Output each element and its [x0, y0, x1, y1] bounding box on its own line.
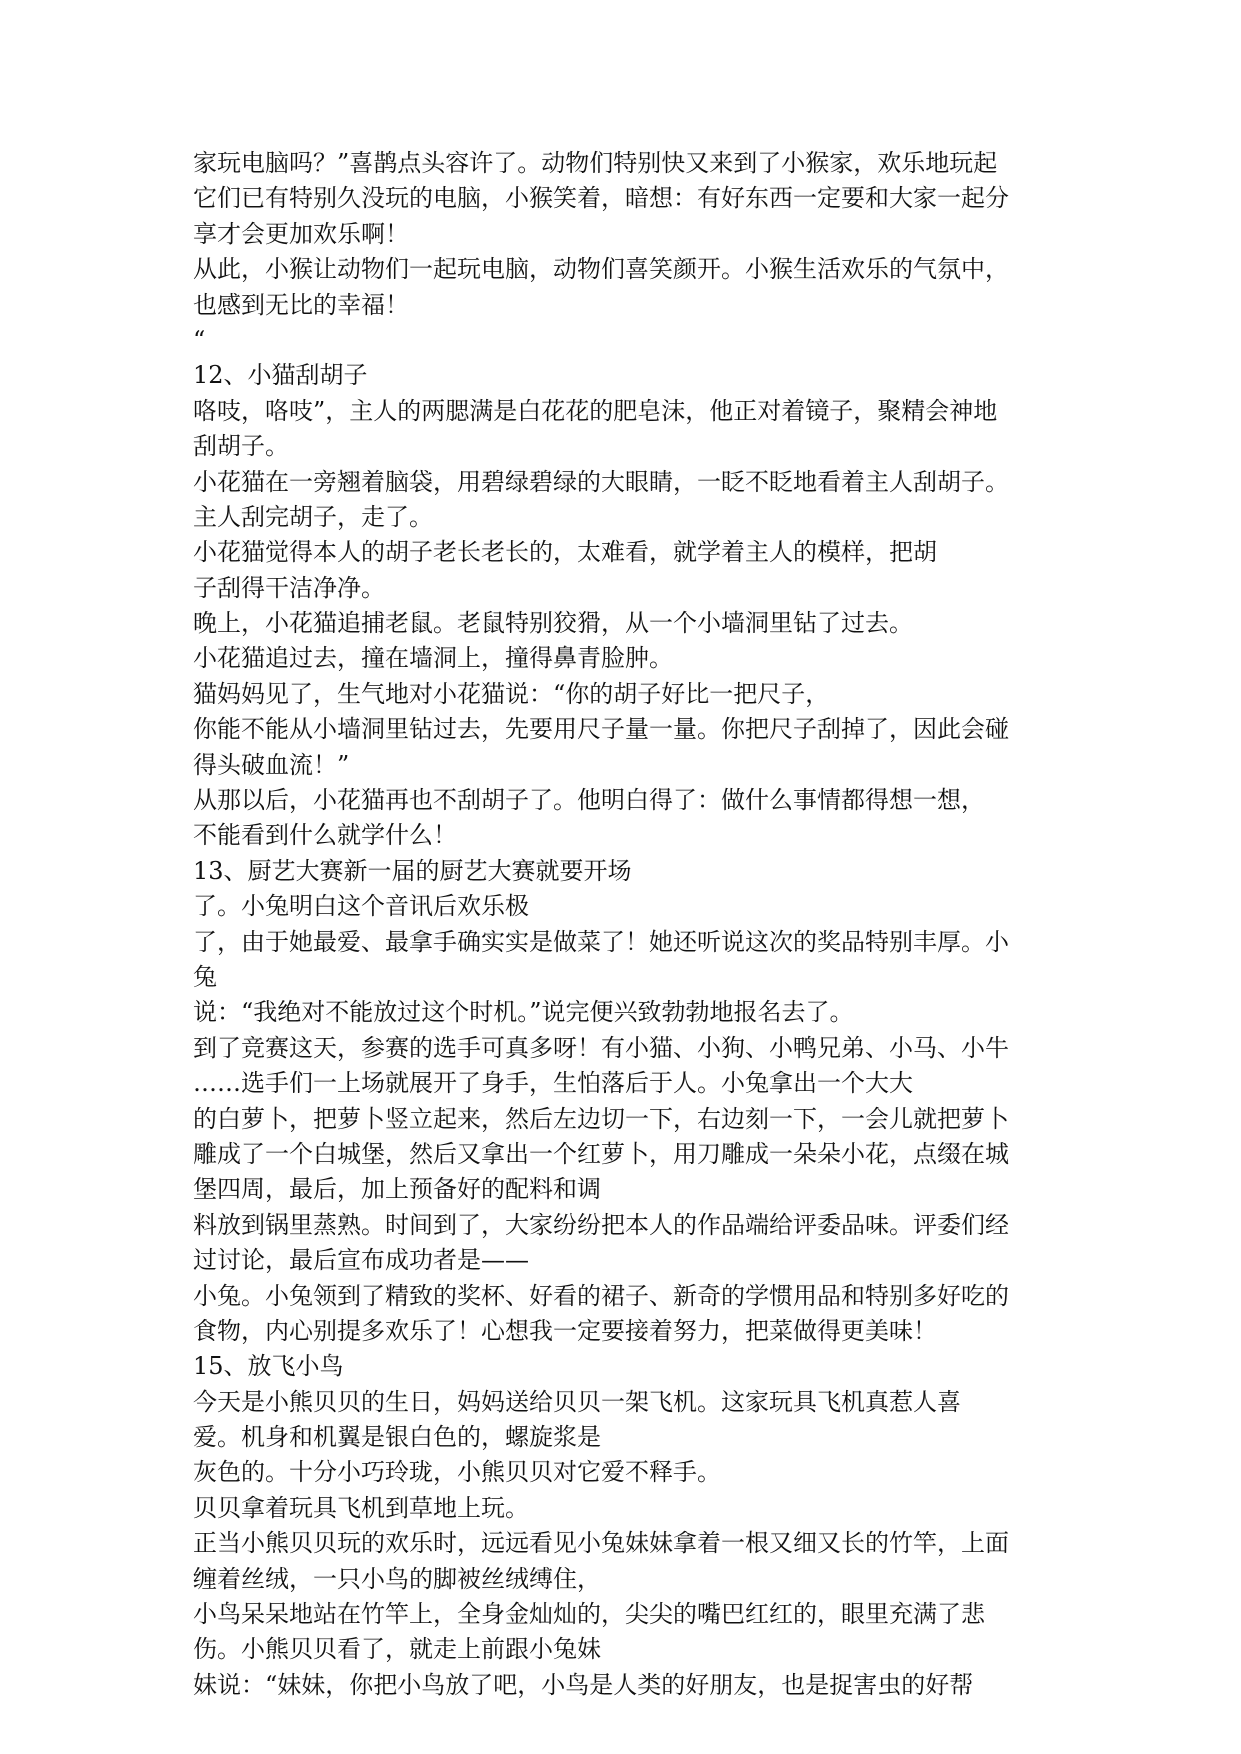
story-heading: 15、放飞小鸟 [193, 1352, 344, 1381]
text-line: 也感到无比的幸福！ [193, 290, 409, 319]
text-line: 缠着丝绒，一只小鸟的脚被丝绒缚住， [193, 1564, 601, 1593]
text-line: 猫妈妈见了，生气地对小花猫说：“你的胡子好比一把尺子， [193, 679, 830, 708]
text-line: 兔 [193, 962, 217, 991]
text-line: 它们已有特别久没玩的电脑，小猴笑着，暗想：有好东西一定要和大家一起分 [193, 184, 1009, 213]
text-line: 堡四周，最后，加上预备好的配料和调 [193, 1175, 601, 1204]
text-line: 小花猫在一旁翘着脑袋，用碧绿碧绿的大眼睛，一眨不眨地看着主人刮胡子。 [193, 467, 1009, 496]
story-heading: 13、厨艺大赛新一届的厨艺大赛就要开场 [193, 856, 632, 885]
text-line: 小花猫觉得本人的胡子老长老长的，太难看，就学着主人的模样，把胡 [193, 538, 937, 567]
text-line: 今天是小熊贝贝的生日，妈妈送给贝贝一架飞机。这家玩具飞机真惹人喜 [193, 1387, 961, 1416]
document-body [193, 146, 1073, 1703]
text-line: 雕成了一个白城堡，然后又拿出一个红萝卜，用刀雕成一朵朵小花，点缀在城 [193, 1139, 1009, 1168]
story-heading: 12、小猫刮胡子 [193, 361, 368, 390]
text-line: 小花猫追过去，撞在墙洞上，撞得鼻青脸肿。 [193, 644, 673, 673]
text-line: 晚上，小花猫追捕老鼠。老鼠特别狡猾，从一个小墙洞里钻了过去。 [193, 609, 913, 638]
text-line: 灰色的。十分小巧玲珑，小熊贝贝对它爱不释手。 [193, 1458, 721, 1487]
text-line: 爱。机身和机翼是银白色的，螺旋浆是 [193, 1423, 601, 1452]
text-line: 子刮得干洁净净。 [193, 573, 385, 602]
text-line: 贝贝拿着玩具飞机到草地上玩。 [193, 1493, 529, 1522]
text-line: 不能看到什么就学什么！ [193, 821, 457, 850]
text-line: 妹说：“妹妹，你把小鸟放了吧，小鸟是人类的好朋友，也是捉害虫的好帮 [193, 1670, 974, 1699]
text-line: 从此，小猴让动物们一起玩电脑，动物们喜笑颜开。小猴生活欢乐的气氛中， [193, 255, 1009, 284]
text-line: 正当小熊贝贝玩的欢乐时，远远看见小兔妹妹拿着一根又细又长的竹竿，上面 [193, 1529, 1009, 1558]
text-line: 家玩电脑吗？”喜鹊点头容许了。动物们特别快又来到了小猴家，欢乐地玩起 [193, 149, 998, 177]
text-line: 小鸟呆呆地站在竹竿上，全身金灿灿的，尖尖的嘴巴红红的，眼里充满了悲 [193, 1600, 985, 1629]
text-line: 从那以后，小花猫再也不刮胡子了。他明白得了：做什么事情都得想一想， [193, 786, 985, 815]
text-line: 刮胡子。 [193, 432, 289, 461]
text-line: 享才会更加欢乐啊！ [193, 219, 409, 248]
text-line: 小兔。小兔领到了精致的奖杯、好看的裙子、新奇的学惯用品和特别多好吃的 [193, 1281, 1009, 1310]
text-line: 食物，内心别提多欢乐了！心想我一定要接着努力，把菜做得更美味！ [193, 1316, 937, 1345]
text-line: 了，由于她最爱、最拿手确实实是做菜了！她还听说这次的奖品特别丰厚。小 [193, 927, 1009, 956]
text-line: 你能不能从小墙洞里钻过去，先要用尺子量一量。你把尺子刮掉了，因此会碰 [193, 715, 1009, 744]
text-line: ……选手们一上场就展开了身手，生怕落后于人。小兔拿出一个大大 [193, 1069, 913, 1098]
text-line: 了。小兔明白这个音讯后欢乐极 [193, 892, 529, 921]
text-line: 的白萝卜，把萝卜竖立起来，然后左边切一下，右边刻一下，一会儿就把萝卜 [193, 1104, 1009, 1133]
text-line: 到了竞赛这天，参赛的选手可真多呀！有小猫、小狗、小鸭兄弟、小马、小牛 [193, 1033, 1009, 1062]
text-line: “ [193, 325, 206, 354]
text-line: 说：“我绝对不能放过这个时机。”说完便兴致勃勃地报名去了。 [193, 998, 854, 1027]
text-line: 咯吱，咯吱”，主人的两腮满是白花花的肥皂沫，他正对着镜子，聚精会神地 [193, 396, 998, 425]
text-line: 伤。小熊贝贝看了，就走上前跟小兔妹 [193, 1635, 601, 1664]
text-line: 主人刮完胡子，走了。 [193, 502, 433, 531]
text-line: 过讨论，最后宣布成功者是—— [193, 1246, 529, 1275]
text-line: 得头破血流！” [193, 750, 350, 779]
text-line: 料放到锅里蒸熟。时间到了，大家纷纷把本人的作品端给评委品味。评委们经 [193, 1210, 1009, 1239]
